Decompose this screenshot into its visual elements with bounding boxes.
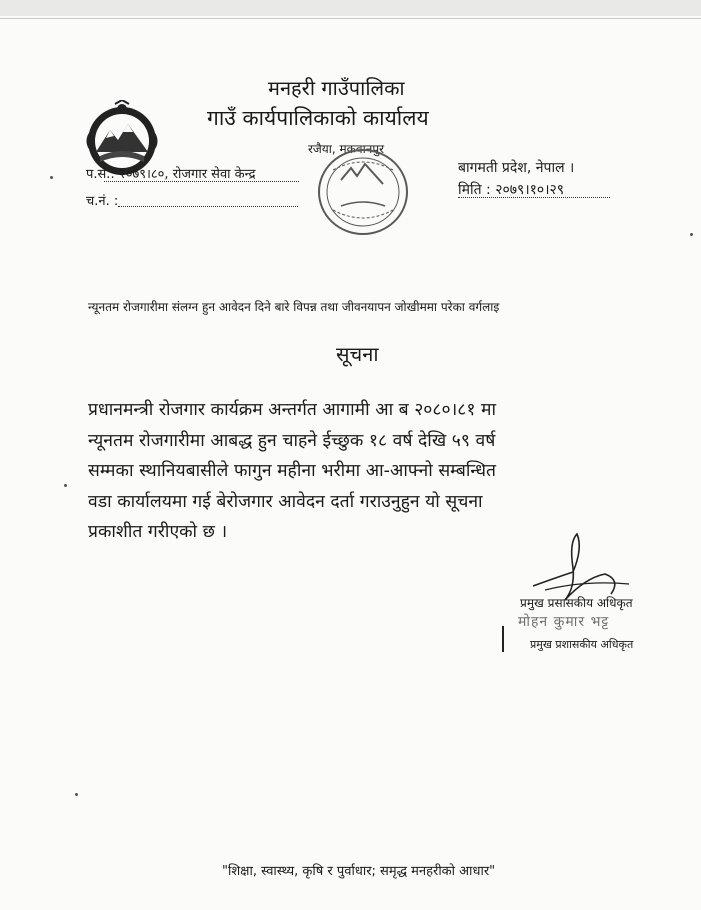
scan-speck [75,793,78,796]
body-line: वडा कार्यालयमा गई बेरोजगार आवेदन दर्ता गराउनुहुन यो सूचना [88,491,483,512]
document-date: मिति : २०७९।१०।२९ [458,182,565,198]
signatory-title: प्रमुख प्रसासकीय अधिकृत [520,596,633,610]
top-margin-shadow [0,0,701,16]
notice-subject: न्यूनतम रोजगारीमा संलग्न हुन आवेदन दिने बारे विपन्न तथा जीवनयापन जोखीममा परेका वर्गलाइ [88,300,500,314]
body-line: सम्मका स्थानियबासीले फागुन महीना भरीमा आ-आफ्नो सम्बन्धित [88,461,496,481]
date-underline [458,197,610,198]
scan-speck [690,233,693,236]
scan-speck [50,176,53,179]
reference-underline [104,181,299,182]
office-seal-stamp [293,140,413,240]
district-address: रजैया, मकवानपुर [308,142,385,156]
province-address: बागमती प्रदेश, नेपाल । [458,160,575,176]
paper-edge [0,18,701,19]
footer-motto: "शिक्षा, स्वास्थ्य, कृषि र पुर्वाधार; समृद्ध मनहरीको आधार" [222,864,496,879]
body-line: प्रधानमन्त्री रोजगार कार्यक्रम अन्तर्गत आगामी आ ब २०८०।८१ मा [88,400,496,420]
scan-speck [64,484,67,487]
reference-number: प.सं.: २०७९।८०, रोजगार सेवा केन्द्र [86,167,256,182]
dispatch-underline [118,206,298,207]
notice-title: सूचना [336,342,379,366]
office-name: मनहरी गाउँपालिका [268,76,405,100]
office-subtitle: गाउँ कार्यपालिकाको कार्यालय [207,106,429,130]
body-line: प्रकाशीत गरीएको छ । [88,522,228,542]
body-line: न्यूनतम रोजगारीमा आबद्ध हुन चाहने ईच्छुक १८ वर्ष देखि ५९ वर्ष [88,430,496,451]
dispatch-number: च.नं. : [86,194,119,209]
stamp-bracket [502,626,504,652]
signatory-name-stamp: मोहन कुमार भट्ट [518,614,610,630]
signatory-title-stamp: प्रमुख प्रशासकीय अधिकृत [530,638,634,651]
notice-body [88,395,678,548]
